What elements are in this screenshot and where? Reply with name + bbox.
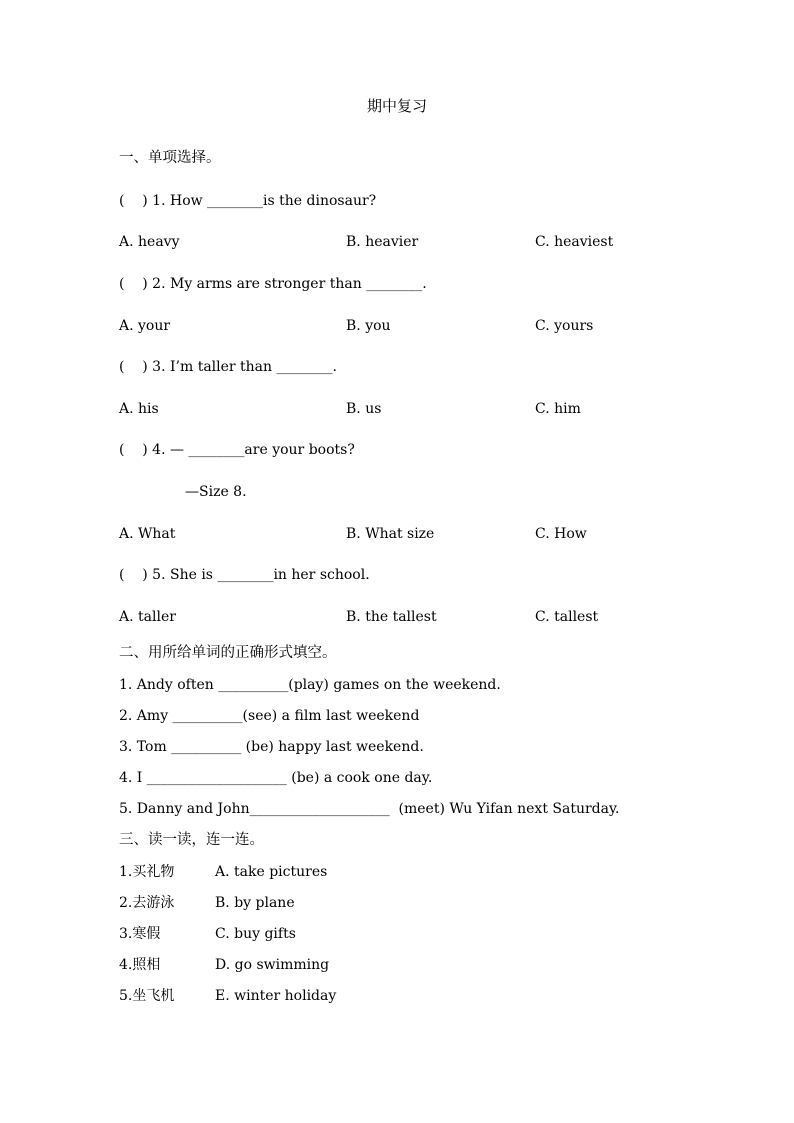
question-reply-4: —Size 8. [185, 484, 247, 500]
match-left-4: 4.照相 [119, 957, 161, 973]
match-left-1: 1.买礼物 [119, 864, 175, 880]
section-heading-fill-in: 二、用所给单词的正确形式填空。 [119, 645, 337, 661]
page-title: 期中复习 [366, 97, 427, 115]
section-heading-choice: 一、单项选择。 [119, 150, 221, 166]
match-right-b: B. by plane [215, 895, 295, 911]
option-2b: B. you [346, 318, 391, 334]
question-stem-3: ( ) 3. I’m taller than ________. [119, 359, 337, 375]
match-left-2: 2.去游泳 [119, 895, 175, 911]
option-4c: C. How [535, 526, 587, 542]
option-5c: C. tallest [535, 609, 599, 625]
fill-item-4: 4. I ____________________ (be) a cook one day. [119, 770, 433, 786]
option-5a: A. taller [119, 609, 176, 625]
option-2a: A. your [119, 318, 171, 334]
option-5b: B. the tallest [346, 609, 437, 625]
match-right-e: E. winter holiday [215, 988, 337, 1004]
option-4b: B. What size [346, 526, 435, 542]
option-1c: C. heaviest [535, 234, 614, 250]
match-right-a: A. take pictures [215, 864, 328, 880]
match-right-c: C. buy gifts [215, 926, 296, 942]
fill-item-2: 2. Amy __________(see) a film last weekend [119, 708, 420, 724]
fill-item-5: 5. Danny and John____________________ (meet) Wu Yifan next Saturday. [119, 801, 620, 817]
option-1a: A. heavy [119, 234, 180, 250]
option-1b: B. heavier [346, 234, 419, 250]
option-3c: C. him [535, 401, 581, 417]
fill-item-3: 3. Tom __________ (be) happy last weekend. [119, 739, 424, 755]
question-stem-5: ( ) 5. She is ________in her school. [119, 567, 370, 583]
match-right-d: D. go swimming [215, 957, 330, 973]
option-4a: A. What [119, 526, 176, 542]
match-left-3: 3.寒假 [119, 926, 161, 942]
section-heading-matching: 三、读一读，连一连。 [119, 832, 264, 848]
option-3b: B. us [346, 401, 382, 417]
question-stem-4: ( ) 4. — ________are your boots? [119, 442, 355, 458]
fill-item-1: 1. Andy often __________(play) games on the weekend. [119, 677, 501, 693]
option-2c: C. yours [535, 318, 594, 334]
question-stem-1: ( ) 1. How ________is the dinosaur? [119, 193, 377, 209]
match-left-5: 5.坐飞机 [119, 988, 175, 1004]
option-3a: A. his [119, 401, 159, 417]
question-stem-2: ( ) 2. My arms are stronger than ________. [119, 276, 427, 292]
